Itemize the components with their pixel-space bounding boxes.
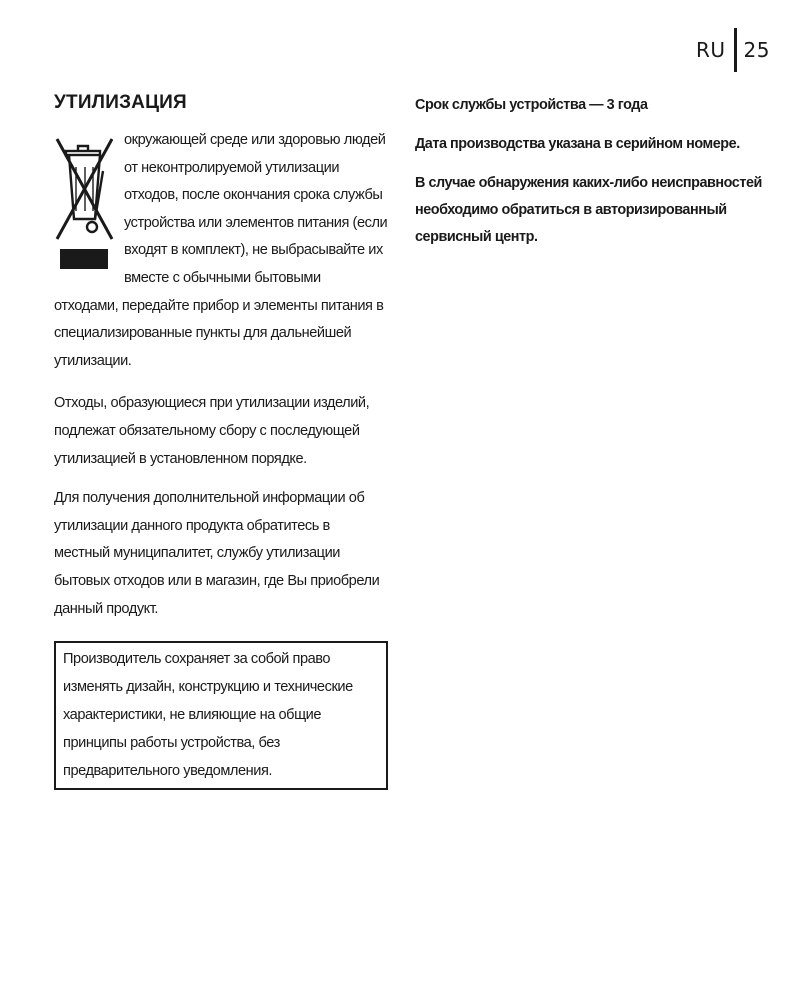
service-life-text: Срок службы устройства — 3 года [415,97,648,113]
language-label: RU [696,38,726,62]
section-title: УТИЛИЗАЦИЯ [54,92,187,113]
disposal-paragraph-1-text: окружающей среде или здоровью людей от неконтролируемой утилизации отходов, после окончания срока службы устройства или элементов питания (если входят в комплект), не выбрасывайте их вместе с обычными бытовыми отходами, передайте прибор и элементы питания в специализированные пункты для дальнейшей утилизации. [54,132,388,369]
disposal-paragraph-2: Отходы, образующиеся при утилизации изделий, подлежат обязательному сбору с последующей утилизацией в установленном порядке. [54,395,370,467]
disposal-section [54,92,388,790]
service-center-text: В случае обнаружения каких-либо неисправностей необходимо обратиться в авторизированный сервисный центр. [415,175,762,245]
disposal-paragraph-1 [54,127,388,375]
disposal-paragraph-3: Для получения дополнительной информации об утилизации данного продукта обратитесь в местный муниципалитет, службу утилизации бытовых отходов или в магазин, где Вы приобрели данный продукт. [54,490,380,617]
manufacturer-notice-box: Производитель сохраняет за собой право изменять дизайн, конструкцию и технические характеристики, не влияющие на общие принципы работы устройства, без предварительного уведомления. [54,641,388,790]
service-info-section [415,92,775,263]
page-header [696,28,770,72]
page-number: 25 [743,38,770,62]
crossed-out-wheelie-bin-icon [54,131,116,281]
production-date-text: Дата производства указана в серийном номере. [415,136,740,152]
